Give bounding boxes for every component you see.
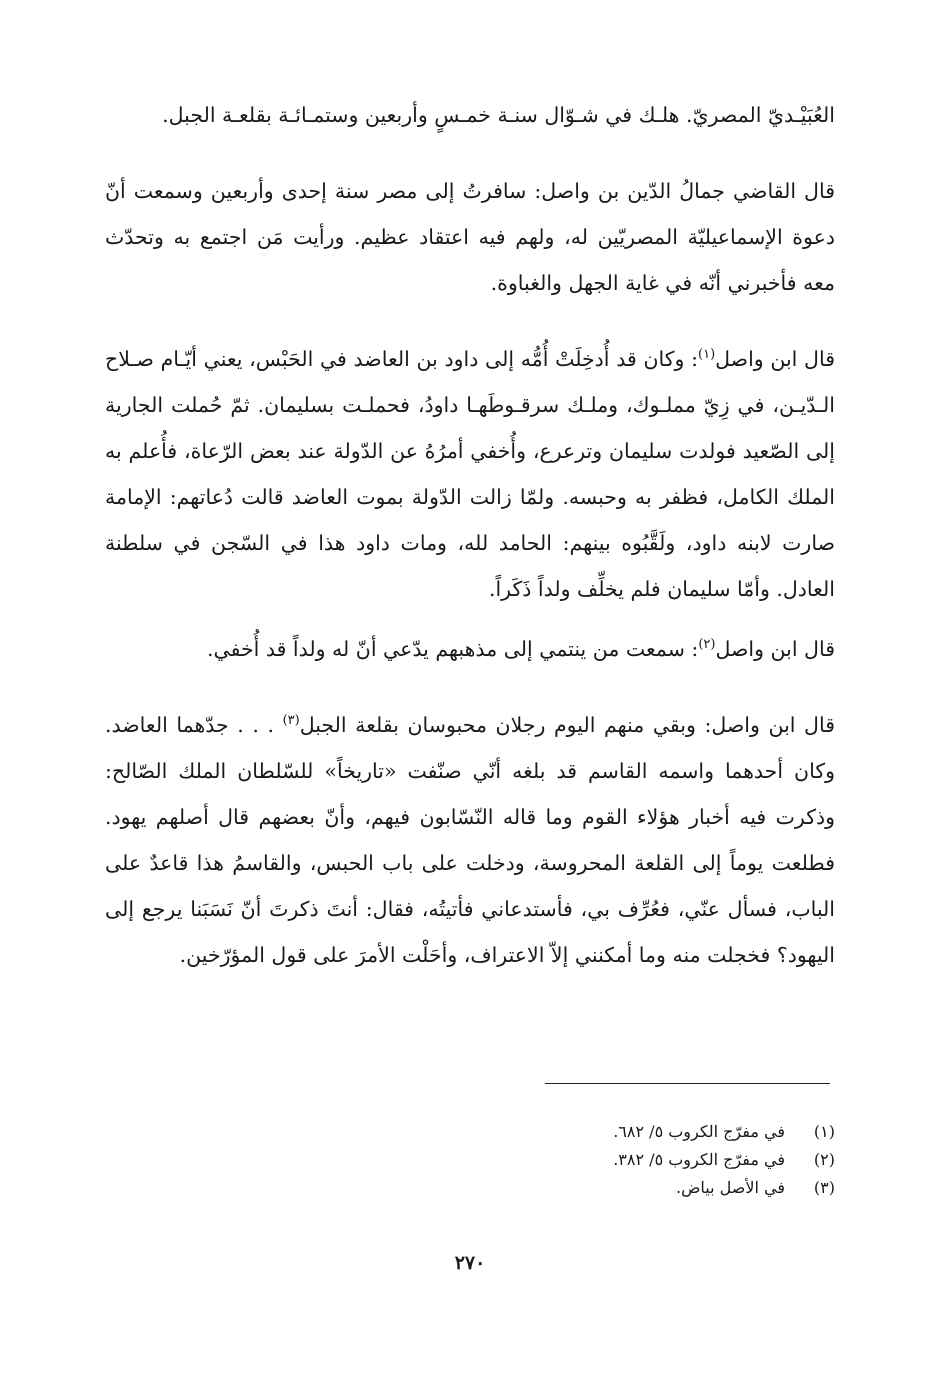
footnote-number: (٣) (813, 1178, 835, 1197)
paragraph-text-before: قال ابن واصل: وبقي منهم اليوم رجلان محبوسان بقلعة الجبل (299, 713, 835, 737)
paragraph-1 (105, 92, 835, 138)
footnote-text: في مفرّج الكروب ٥/ ٣٨٢. (613, 1150, 785, 1169)
footnote-number: (٢) (813, 1150, 835, 1169)
footnote-text: في الأصل بياض. (675, 1178, 785, 1197)
paragraph-text-after: : وكان قد أُدخِلَتْ أُمُّه إلى داود بن العاضد في الحَبْس، يعني أيّـام صـلاح الـدّيـن، في زِيّ مملـوك، وملـك سرقـوطَهـا داودُ، فحملـت بسليمان. ثمّ حُملت الجارية إلى الصّعيد فولدت سليمان وترعرع، وأُخفي أمرُهُ عن الدّولة عند بعض الرّعاة، فأُعلم به الملك الكامل، فظفر به وحبسه. ولمّا زالت الدّولة بموت العاضد قالت دُعاتهم: الإمامة صارت لابنه داود، ولَقَّبُوه بينهم: الحامد لله، ومات داود هذا في السّجن في سلطنة العادل. وأمّا سليمان فلم يخلِّف ولداً ذَكَراً. (105, 347, 835, 601)
footnotes (515, 1118, 835, 1202)
footnote-text: في مفرّج الكروب ٥/ ٦٨٢. (613, 1122, 785, 1141)
paragraph-2 (105, 168, 835, 306)
main-text (105, 92, 835, 978)
paragraph-3 (105, 336, 835, 612)
paragraph-5 (105, 702, 835, 978)
paragraph-text-before: قال ابن واصل (715, 347, 835, 371)
paragraph-text-after: : سمعت من ينتمي إلى مذهبهم يدّعي أنّ له ولداً قد أُخفي. (206, 637, 699, 661)
page-number: ٢٧٠ (454, 1252, 486, 1274)
footnote-3 (515, 1174, 835, 1202)
footnote-1 (515, 1118, 835, 1146)
footnote-number: (١) (813, 1122, 835, 1141)
paragraph-text: العُبَيْـديّ المصريّ. هلـك في شـوّال سنـة خمـسٍ وأربعين وستمـائـة بقلعـة الجبل. (162, 103, 835, 127)
footnote-divider (545, 1083, 830, 1084)
footnote-ref-3[interactable]: (٣) (282, 713, 300, 729)
paragraph-text-after: . . . جدّهما العاضد. وكان أحدهما واسمه القاسم قد بلغه أنّي صنّفت «تاريخاً» للسّلطان الملك الصّالح: وذكرت فيه أخبار هؤلاء القوم وما قاله النّسّابون فيهم، وأنّ بعضهم قال أصلهم يهود. فطلعت يوماً إلى القلعة المحروسة، ودخلت على باب الحبس، والقاسمُ هذا قاعدٌ على الباب، فسأل عنّي، فعُرِّف بي، فأستدعاني فأتيتُه، فقال: أنتَ ذكرتَ أنّ نَسَبَنا يرجع إلى اليهود؟ فخجلت منه وما أمكنني إلاّ الاعتراف، وأحَلْت الأمرَ على قول المؤرّخين. (105, 713, 835, 967)
paragraph-4 (105, 626, 835, 672)
footnote-ref-2[interactable]: (٢) (698, 637, 716, 653)
paragraph-text-before: قال ابن واصل (715, 637, 835, 661)
paragraph-text: قال القاضي جمالُ الدّين بن واصل: سافرتُ إلى مصر سنة إحدى وأربعين وسمعت أنّ دعوة الإسماعيليّة المصريّين له، ولهم فيه اعتقاد عظيم. ورأيت مَن اجتمع به وتحدّث معه فأخبرني أنّه في غاية الجهل والغباوة. (105, 179, 835, 295)
footnote-ref-1[interactable]: (١) (698, 347, 716, 363)
footnote-2 (515, 1146, 835, 1174)
